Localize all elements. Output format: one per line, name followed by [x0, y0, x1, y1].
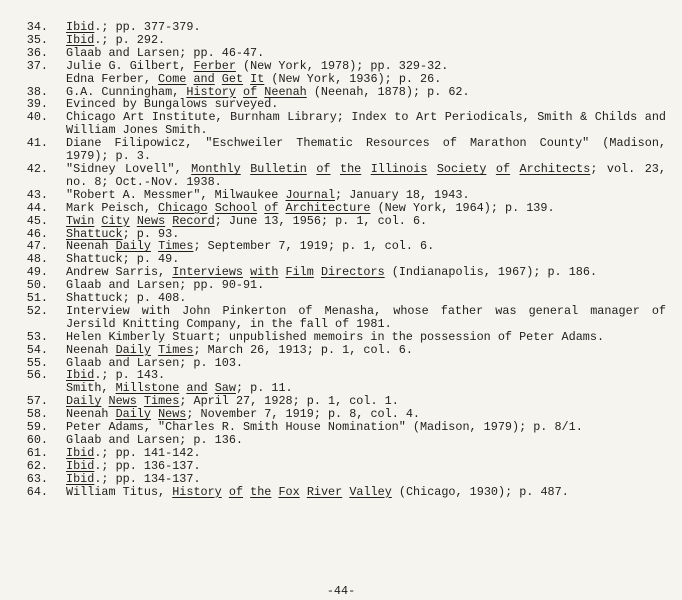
underlined-title: Twin [66, 213, 95, 228]
text-run: Evinced by Bungalows surveyed. [66, 97, 279, 112]
underlined-title: News [158, 407, 187, 422]
text-run: ; p. 93. [122, 226, 180, 241]
underlined-title: Interviews [172, 265, 243, 280]
text-run [278, 201, 285, 215]
text-run [130, 214, 137, 228]
endnote-text [66, 60, 666, 86]
underlined-title: Illinois [370, 161, 428, 176]
endnote-line [66, 111, 666, 137]
underlined-title: of [264, 200, 279, 215]
text-run: Andrew Sarris, [66, 265, 173, 280]
endnote-number: 48. [26, 252, 48, 267]
endnote-line [66, 137, 666, 163]
underlined-title: and [186, 381, 208, 396]
text-run: Neenah [66, 239, 116, 254]
underlined-title: the [250, 484, 272, 499]
text-run: ; p. 11. [235, 381, 293, 396]
underlined-title: News [108, 394, 137, 409]
underlined-title: It [250, 71, 265, 86]
endnote [0, 60, 682, 86]
endnote-number: 62. [26, 458, 48, 473]
text-run: .; pp. 136-137. [94, 458, 201, 473]
endnote-number: 60. [26, 433, 48, 447]
endnote-text [66, 163, 666, 189]
text-run [361, 162, 370, 176]
underlined-title: Ibid [66, 458, 95, 473]
endnote-line [66, 163, 666, 189]
underlined-title: Get [221, 71, 244, 86]
text-run: (Neenah, 1878); p. 62. [306, 84, 470, 99]
underlined-title: of [243, 84, 258, 99]
endnote-number: 39. [26, 97, 48, 112]
underlined-title: and [193, 71, 215, 86]
text-run: (Indianapolis, 1967); p. 186. [384, 265, 598, 280]
text-run: ; November 7, 1919; p. 8, col. 4. [186, 407, 421, 422]
endnote-number: 36. [26, 45, 48, 60]
text-run: ; September 7, 1919; p. 1, col. 6. [193, 239, 435, 254]
underlined-title: Ibid [66, 445, 95, 460]
text-run: ; vol. 23, no. 8; Oct.-Nov. 1938. [66, 161, 666, 189]
underlined-title: of [316, 161, 331, 176]
text-run [208, 381, 215, 395]
text-run: .; p. 143. [94, 368, 166, 383]
text-run: Peter Adams, "Charles R. Smith House Nomination" (Madison, 1979); p. 8/1. [66, 420, 583, 435]
underlined-title: Architects [519, 161, 591, 176]
text-run: .; pp. 377-379. [94, 20, 201, 34]
text-run: (New York, 1964); p. 139. [370, 200, 555, 215]
text-run: .; pp. 141-142. [94, 445, 201, 460]
underlined-title: Daily [66, 394, 102, 409]
text-run: Mark Peisch, [66, 200, 159, 215]
underlined-title: History [186, 84, 236, 99]
endnote-number: 42. [26, 161, 48, 176]
text-run [215, 72, 222, 86]
endnote-number: 57. [26, 394, 48, 409]
underlined-title: Bulletin [250, 161, 307, 176]
underlined-title: Come [158, 71, 187, 86]
endnote-line [66, 305, 666, 331]
endnote [0, 111, 682, 137]
underlined-title: Directors [320, 265, 385, 280]
underlined-title: Millstone [115, 381, 180, 396]
endnote-number: 58. [26, 407, 48, 422]
text-run: (New York, 1936); p. 26. [264, 71, 442, 86]
underlined-title: Fox [278, 484, 300, 499]
text-run [222, 485, 229, 499]
text-run [307, 162, 316, 176]
underlined-title: Daily [115, 239, 151, 254]
underlined-title: School [214, 200, 258, 215]
underlined-title: Times [143, 394, 180, 409]
underlined-title: Daily [115, 407, 151, 422]
underlined-title: the [339, 161, 362, 176]
endnote-number: 54. [26, 342, 48, 357]
text-run: "Sidney Lovell", [66, 161, 192, 176]
text-run: .; p. 292. [94, 32, 166, 47]
underlined-title: Society [436, 161, 487, 176]
endnote-number: 51. [26, 291, 48, 306]
text-run [300, 485, 307, 499]
text-run: ; June 13, 1956; p. 1, col. 6. [214, 213, 428, 228]
underlined-title: Daily [115, 342, 151, 357]
text-run: G.A. Cunningham, [66, 84, 187, 99]
endnote-number: 46. [26, 226, 48, 241]
underlined-title: Ibid [66, 471, 95, 486]
text-run [241, 162, 250, 176]
text-run: Glaab and Larsen; p. 103. [66, 355, 243, 370]
underlined-title: Journal [285, 187, 336, 202]
text-run [486, 162, 495, 176]
text-run: Shattuck; p. 49. [66, 252, 180, 267]
endnote-text [66, 305, 666, 331]
text-run: Shattuck; p. 408. [66, 291, 187, 306]
text-run: Diane Filipowicz, "Eschweiler Thematic Resources of Marathon County" (Madison, 1979); p. 3. [66, 136, 666, 164]
underlined-title: River [306, 484, 343, 499]
text-run [278, 265, 285, 279]
endnote [0, 369, 682, 395]
endnote [0, 163, 682, 189]
text-run: Smith, [66, 381, 116, 396]
endnote-number: 61. [26, 445, 48, 460]
text-run [151, 407, 158, 421]
underlined-title: News [136, 213, 166, 228]
text-run [236, 85, 243, 99]
endnote-number: 44. [26, 200, 48, 215]
text-run: "Robert A. Messmer", Milwaukee [66, 187, 286, 202]
endnote-text [66, 137, 666, 163]
underlined-title: Neenah [264, 84, 307, 99]
endnote-number: 41. [26, 136, 48, 151]
underlined-title: Valley [349, 484, 392, 499]
text-run: .; pp. 134-137. [94, 471, 201, 486]
endnote-number: 50. [26, 278, 48, 293]
underlined-title: of [228, 484, 244, 499]
page-number: -44- [326, 584, 356, 598]
underlined-title: Ibid [66, 368, 95, 383]
endnote-number: 53. [26, 329, 48, 344]
text-run [151, 239, 158, 253]
underlined-title: Shattuck [66, 226, 123, 241]
underlined-title: Film [285, 265, 314, 280]
text-run: (New York, 1978); pp. 329-32. [235, 58, 449, 73]
endnote-number: 59. [26, 420, 48, 435]
underlined-title: Record [172, 213, 215, 228]
underlined-title: of [495, 161, 511, 176]
endnote-text [66, 111, 666, 137]
endnote-number: 38. [26, 84, 48, 99]
text-run: (Chicago, 1930); p. 487. [391, 484, 569, 499]
text-run: Interview with John Pinkerton of Menasha, whose father was general manager of Jersild Knitting Company, in the fall of 1981. [66, 303, 666, 331]
endnotes-list [0, 21, 682, 499]
underlined-title: Architecture [285, 200, 371, 215]
endnote-number: 34. [26, 20, 48, 34]
endnote-number: 40. [26, 110, 48, 125]
endnote-number: 37. [26, 58, 48, 73]
endnote-number: 47. [26, 239, 48, 254]
text-run [427, 162, 436, 176]
text-run: Glaab and Larsen; pp. 90-91. [66, 278, 265, 293]
text-run: Neenah [66, 342, 116, 357]
text-run: Chicago Art Institute, Burnham Library; Index to Art Periodicals, Smith & Childs and William Jones Smith. [66, 110, 666, 138]
text-run: Glaab and Larsen; pp. 46-47. [66, 45, 265, 60]
underlined-title: Saw [214, 381, 236, 396]
underlined-title: City [101, 213, 130, 228]
endnote-line [66, 486, 666, 499]
endnote-number: 43. [26, 187, 48, 202]
endnote-number: 35. [26, 32, 48, 47]
text-run: ; April 27, 1928; p. 1, col. 1. [179, 394, 399, 409]
underlined-title: Times [158, 239, 194, 254]
endnote-number: 49. [26, 265, 48, 280]
text-run: ; March 26, 1913; p. 1, col. 6. [193, 342, 413, 357]
endnote-number: 56. [26, 368, 48, 383]
endnote-text [66, 369, 666, 395]
text-run [314, 265, 321, 279]
endnote-number: 55. [26, 355, 48, 370]
endnote-number: 64. [26, 484, 48, 499]
text-run [208, 201, 215, 215]
endnote-number: 63. [26, 471, 48, 486]
underlined-title: with [250, 265, 279, 280]
underlined-title: Monthly [191, 161, 241, 176]
endnote-number: 45. [26, 213, 48, 228]
text-run [137, 394, 144, 408]
text-run: Helen Kimberly Stuart; unpublished memoirs in the possession of Peter Adams. [66, 329, 605, 344]
endnote-number: 52. [26, 303, 48, 318]
text-run [151, 343, 158, 357]
underlined-title: Ibid [66, 20, 95, 34]
text-run: Edna Ferber, [66, 71, 159, 86]
text-run: Neenah [66, 407, 116, 422]
underlined-title: History [172, 484, 222, 499]
text-run: Julie G. Gilbert, [66, 58, 194, 73]
underlined-title: Ibid [66, 32, 95, 47]
text-run [510, 162, 519, 176]
text-run: William Titus, [66, 484, 173, 499]
endnote [0, 305, 682, 331]
text-run: Glaab and Larsen; p. 136. [66, 433, 243, 447]
underlined-title: Times [158, 342, 194, 357]
text-run [101, 394, 108, 408]
text-run: ; January 18, 1943. [335, 187, 470, 202]
endnote [0, 486, 682, 499]
text-run [331, 162, 340, 176]
endnote [0, 137, 682, 163]
underlined-title: Ferber [193, 58, 236, 73]
underlined-title: Chicago [158, 200, 208, 215]
endnote-text [66, 486, 666, 499]
